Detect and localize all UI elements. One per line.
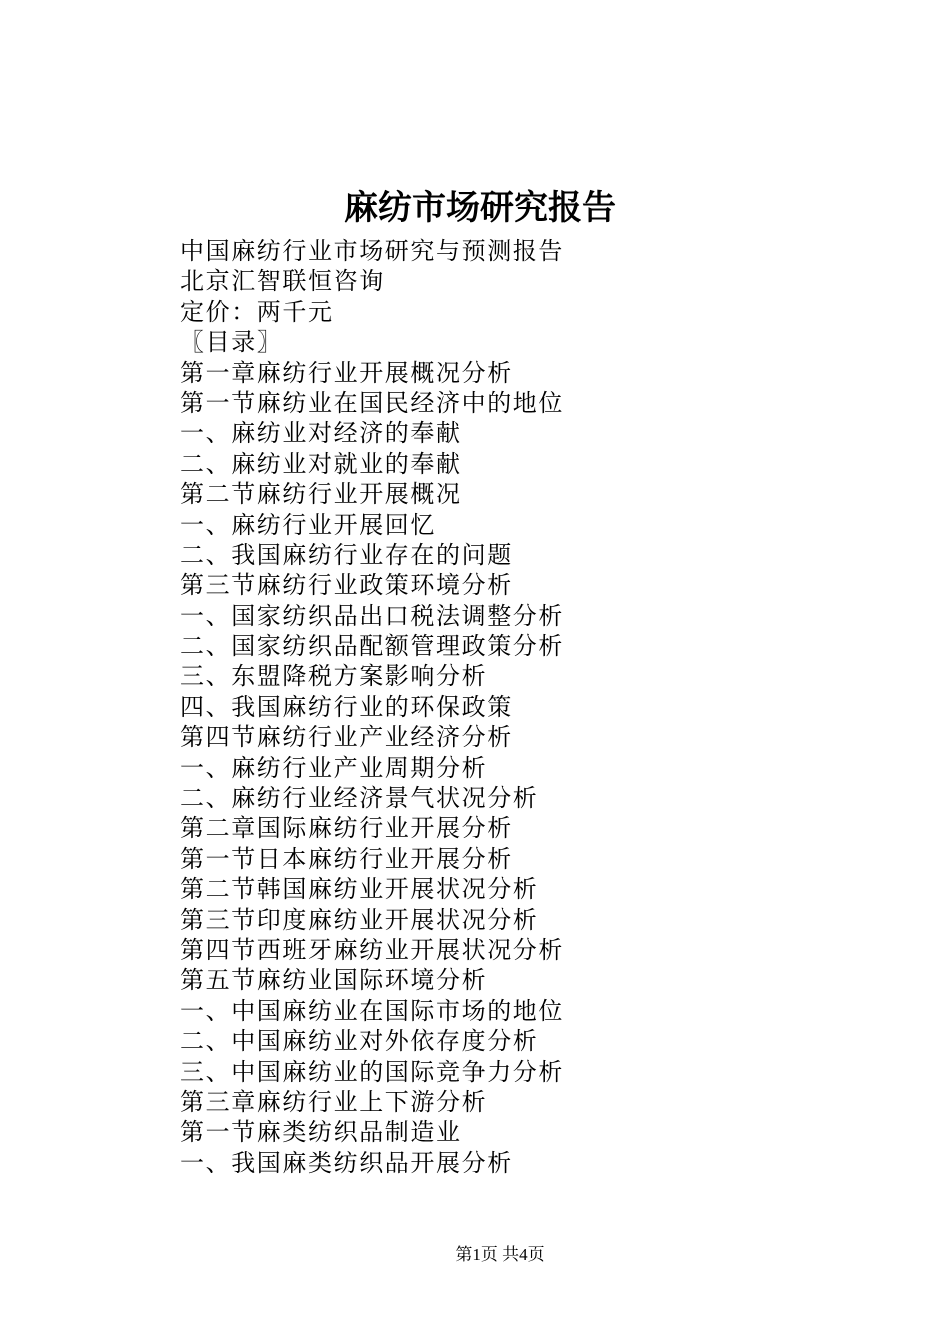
content-line: 第三章麻纺行业上下游分析 (180, 1087, 488, 1116)
content-line: 第五节麻纺业国际环境分析 (180, 966, 488, 995)
content-line: 〖目录〗 (180, 328, 283, 357)
content-line: 二、国家纺织品配额管理政策分析 (180, 632, 564, 661)
content-line: 二、麻纺业对就业的奉献 (180, 449, 462, 478)
content-line: 第三节麻纺行业政策环境分析 (180, 571, 513, 600)
content-line: 第一节麻类纺织品制造业 (180, 1118, 462, 1147)
content-line: 第一章麻纺行业开展概况分析 (180, 358, 513, 387)
content-line: 二、我国麻纺行业存在的问题 (180, 540, 513, 569)
content-line: 一、我国麻类纺织品开展分析 (180, 1148, 513, 1177)
content-line: 中国麻纺行业市场研究与预测报告 (180, 237, 564, 265)
document-title: 麻纺市场研究报告 (344, 188, 616, 228)
content-line: 定价：两千元 (180, 297, 334, 326)
content-line: 第二节麻纺行业开展概况 (180, 480, 462, 509)
content-line: 第一节日本麻纺行业开展分析 (180, 844, 513, 873)
content-line: 第三节印度麻纺业开展状况分析 (180, 905, 539, 934)
content-line: 二、中国麻纺业对外依存度分析 (180, 1027, 539, 1056)
content-line: 第四节麻纺行业产业经济分析 (180, 723, 513, 752)
content-line: 北京汇智联恒咨询 (180, 267, 385, 296)
content-line: 第四节西班牙麻纺业开展状况分析 (180, 935, 564, 964)
content-line: 一、麻纺行业开展回忆 (180, 510, 436, 539)
content-line: 一、国家纺织品出口税法调整分析 (180, 601, 564, 630)
table-of-contents (180, 236, 564, 1178)
content-line: 第二节韩国麻纺业开展状况分析 (180, 875, 539, 904)
content-line: 一、麻纺业对经济的奉献 (180, 419, 462, 448)
content-line: 第一节麻纺业在国民经济中的地位 (180, 388, 564, 417)
page-footer: 第1页 共4页 (455, 1245, 545, 1264)
content-line: 第二章国际麻纺行业开展分析 (180, 814, 513, 843)
content-line: 四、我国麻纺行业的环保政策 (180, 692, 513, 721)
content-line: 三、中国麻纺业的国际竞争力分析 (180, 1057, 564, 1086)
content-line: 三、东盟降税方案影响分析 (180, 662, 488, 691)
content-line: 一、麻纺行业产业周期分析 (180, 753, 488, 782)
content-line: 二、麻纺行业经济景气状况分析 (180, 784, 539, 813)
content-line: 一、中国麻纺业在国际市场的地位 (180, 996, 564, 1025)
